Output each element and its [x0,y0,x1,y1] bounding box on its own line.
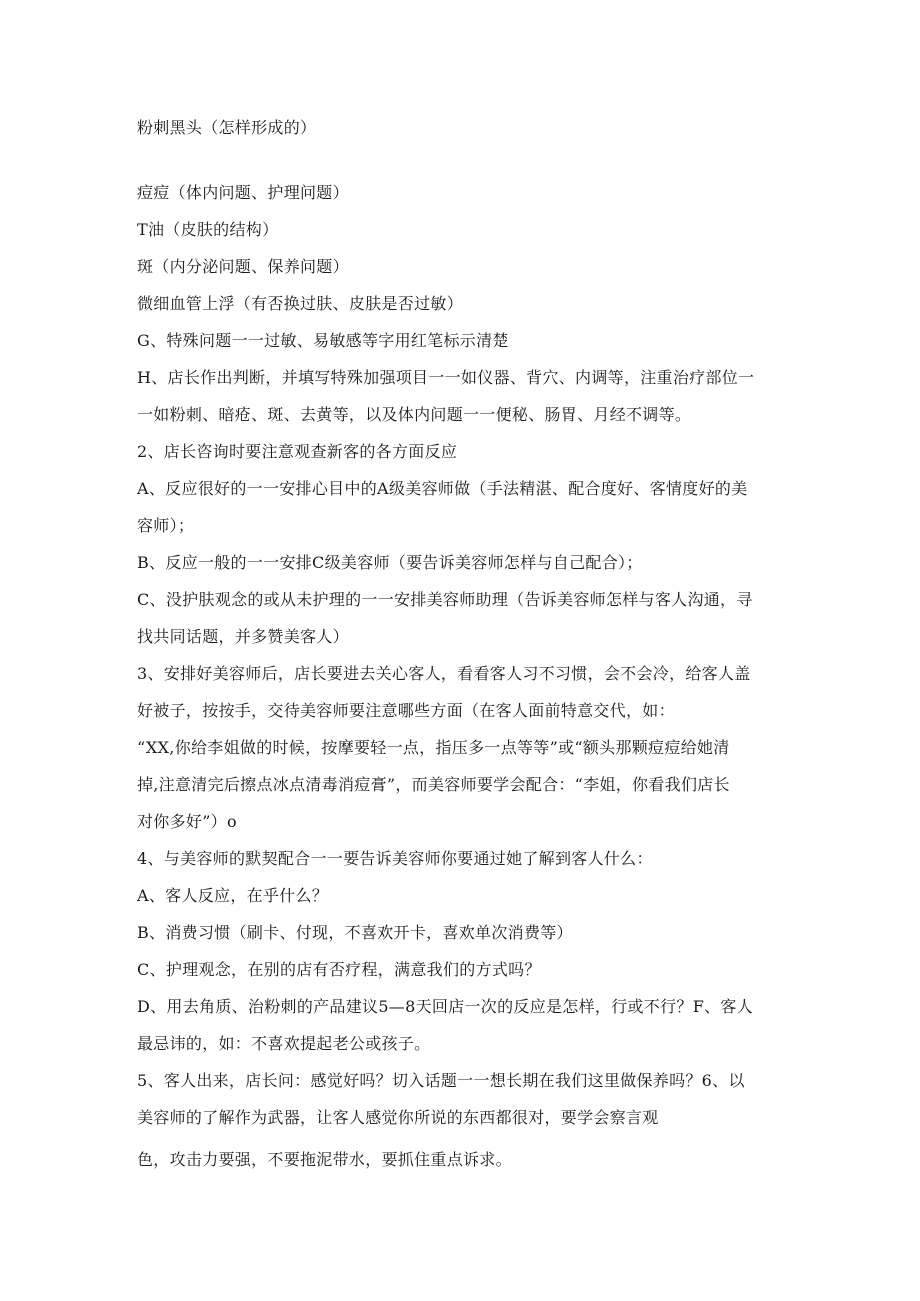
text-line: A、客人反应，在乎什么？ [137,886,329,905]
text-line: H、店长作出判断，并填写特殊加强项目一一如仪器、背穴、内调等，注重治疗部位一 [137,368,755,387]
text-line: 好被子，按按手，交待美容师要注意哪些方面（在客人面前特意交代，如： [137,701,675,720]
text-line: C、没护肤观念的或从未护理的一一安排美容师助理（告诉美容师怎样与客人沟通，寻 [137,590,753,609]
text-line: G、特殊问题一一过敏、易敏感等字用红笔标示清楚 [137,331,509,350]
text-line: A、反应很好的一一安排心目中的A级美容师做（手法精湛、配合度好、客情度好的美 [137,479,748,498]
text-line: 微细血管上浮（有否换过肤、皮肤是否过敏） [137,294,464,313]
text-line: 最忌讳的，如：不喜欢提起老公或孩子。 [137,1034,431,1053]
text-line: 色，攻击力要强，不要拖泥带水，要抓住重点诉求。 [137,1150,512,1169]
text-line: 掉,注意清完后擦点冰点清毒消痘膏”，而美容师要学会配合：“李姐，你看我们店长 [137,775,730,794]
text-line: C、护理观念，在别的店有否疗程，满意我们的方式吗？ [137,960,541,979]
text-line: 痘痘（体内问题、护理问题） [137,183,349,202]
text-line: 找共同话题，并多赞美客人） [137,627,349,646]
text-line: B、反应一般的一一安排C级美容师（要告诉美容师怎样与自己配合）； [137,553,643,572]
text-line: “XX,你给李姐做的时候，按摩要轻一点，指压多一点等等”或“额头那颗痘痘给她清 [137,738,730,757]
text-line: 美容师的了解作为武器，让客人感觉你所说的东西都很对，要学会察言观 [137,1108,659,1127]
text-line: B、消费习惯（刷卡、付现，不喜欢开卡，喜欢单次消费等） [137,923,573,942]
text-line: 容师）； [137,516,195,535]
heading-blackheads: 粉刺黑头（怎样形成的） [137,118,317,137]
text-line: 一如粉刺、暗疮、斑、去黄等，以及体内问题一一便秘、肠胃、月经不调等。 [137,405,692,424]
text-line: D、用去角质、治粉刺的产品建议5—8天回店一次的反应是怎样，行或不行？F、客人 [137,997,753,1016]
section-heading-2: 2、店长咨询时要注意观查新客的各方面反应 [137,442,458,461]
section-heading-5: 5、客人出来，店长问：感觉好吗？切入话题一一想长期在我们这里做保养吗？6、以 [137,1071,745,1090]
text-line: 斑（内分泌问题、保养问题） [137,257,349,276]
section-heading-3: 3、安排好美容师后，店长要进去关心客人，看看客人习不习惯，会不会冷，给客人盖 [137,664,751,683]
text-line: T油（皮肤的结构） [137,220,279,239]
text-line: 对你多好”）o [137,812,237,831]
section-heading-4: 4、与美容师的默契配合一一要告诉美容师你要通过她了解到客人什么： [137,849,653,868]
